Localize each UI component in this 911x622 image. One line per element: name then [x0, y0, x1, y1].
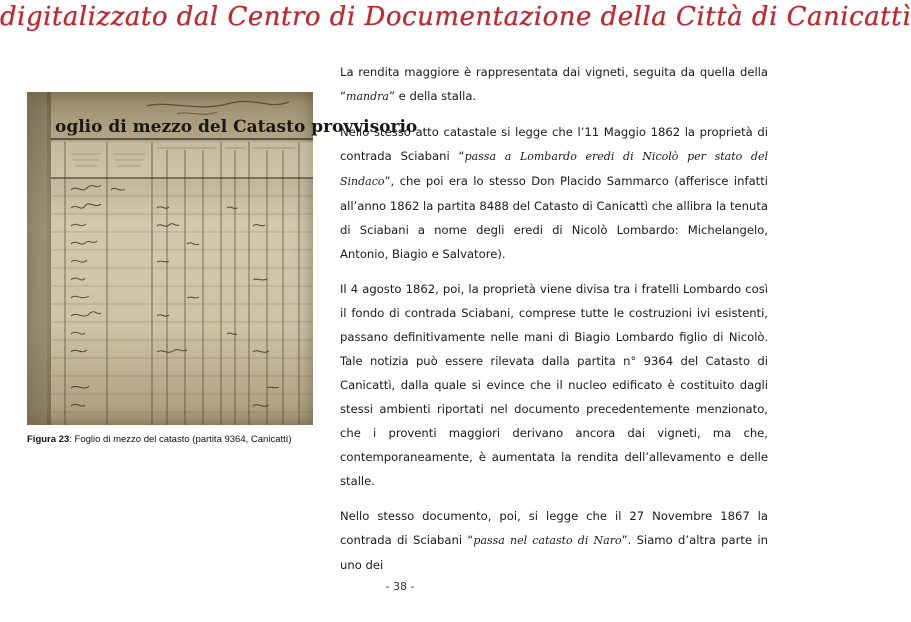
- figure-caption: [27, 434, 327, 445]
- paragraph-3: Il 4 agosto 1862, poi, la proprietà viene divisa tra i fratelli Lombardo così il fondo di contrada Sciabani, comprese tutte le costruzioni ivi esistenti, passano definitivamente nelle mani di Biagio Lombardo figlio di Nicolò. Tale notizia può essere rilevata dalla partita n° 9364 del Catasto di Canicattì, dalla quale si evince che il nucleo edificato è costituito dagli stessi ambienti riportati nel documento precedentemente menzionato, che i proventi maggiori derivano ancora dai vigneti, ma che, contemporaneamente, è aumentata la rendita dell’allevamento e delle stalle.: [340, 282, 768, 488]
- paragraph-4: [340, 504, 768, 577]
- p2-text-b: ”, che poi era lo stesso Don Placido Sammarco (afferisce infatti all’anno 1862 la partita 8488 del Catasto di Canicattì che allibra la tenuta di Sciabani a nome degli eredi di Nicolò Lombardo: Michelangelo, Antonio, Biagio e Salvatore).: [340, 174, 768, 261]
- p2-quote: passa a Lombardo eredi di Nicolò per stato del Sindaco: [340, 150, 768, 188]
- caption-text: : Foglio di mezzo del catasto (partita 9364, Canicattì): [69, 434, 292, 445]
- p4-text-b: ”. Siamo d’altra parte in uno dei: [340, 533, 768, 572]
- ledger-heading: oglio di mezzo del Catasto provvisorio: [55, 117, 418, 137]
- header-title: digitalizzato dal Centro di Documentazione della Città di Canicattì: [0, 2, 911, 32]
- caption-label: Figura 23: [27, 434, 70, 445]
- body-text: [340, 60, 768, 588]
- p1-text-a: La rendita maggiore è rappresentata dai vigneti, seguita da quella della “: [340, 65, 768, 103]
- p1-text-b: ” e della stalla.: [388, 89, 477, 103]
- paragraph-1: [340, 60, 768, 109]
- page-number: - 38 -: [385, 580, 415, 593]
- p1-quote: mandra: [346, 90, 389, 103]
- p4-text-a: Nello stesso documento, poi, si legge che il 27 Novembre 1867 la contrada di Sciabani “: [340, 509, 768, 547]
- paragraph-2: [340, 120, 768, 266]
- p4-quote: passa nel catasto di Naro: [473, 534, 622, 547]
- p2-text-a: Nello stesso atto catastale si legge che l’11 Maggio 1862 la proprietà di contrada Sciabani “: [340, 125, 768, 163]
